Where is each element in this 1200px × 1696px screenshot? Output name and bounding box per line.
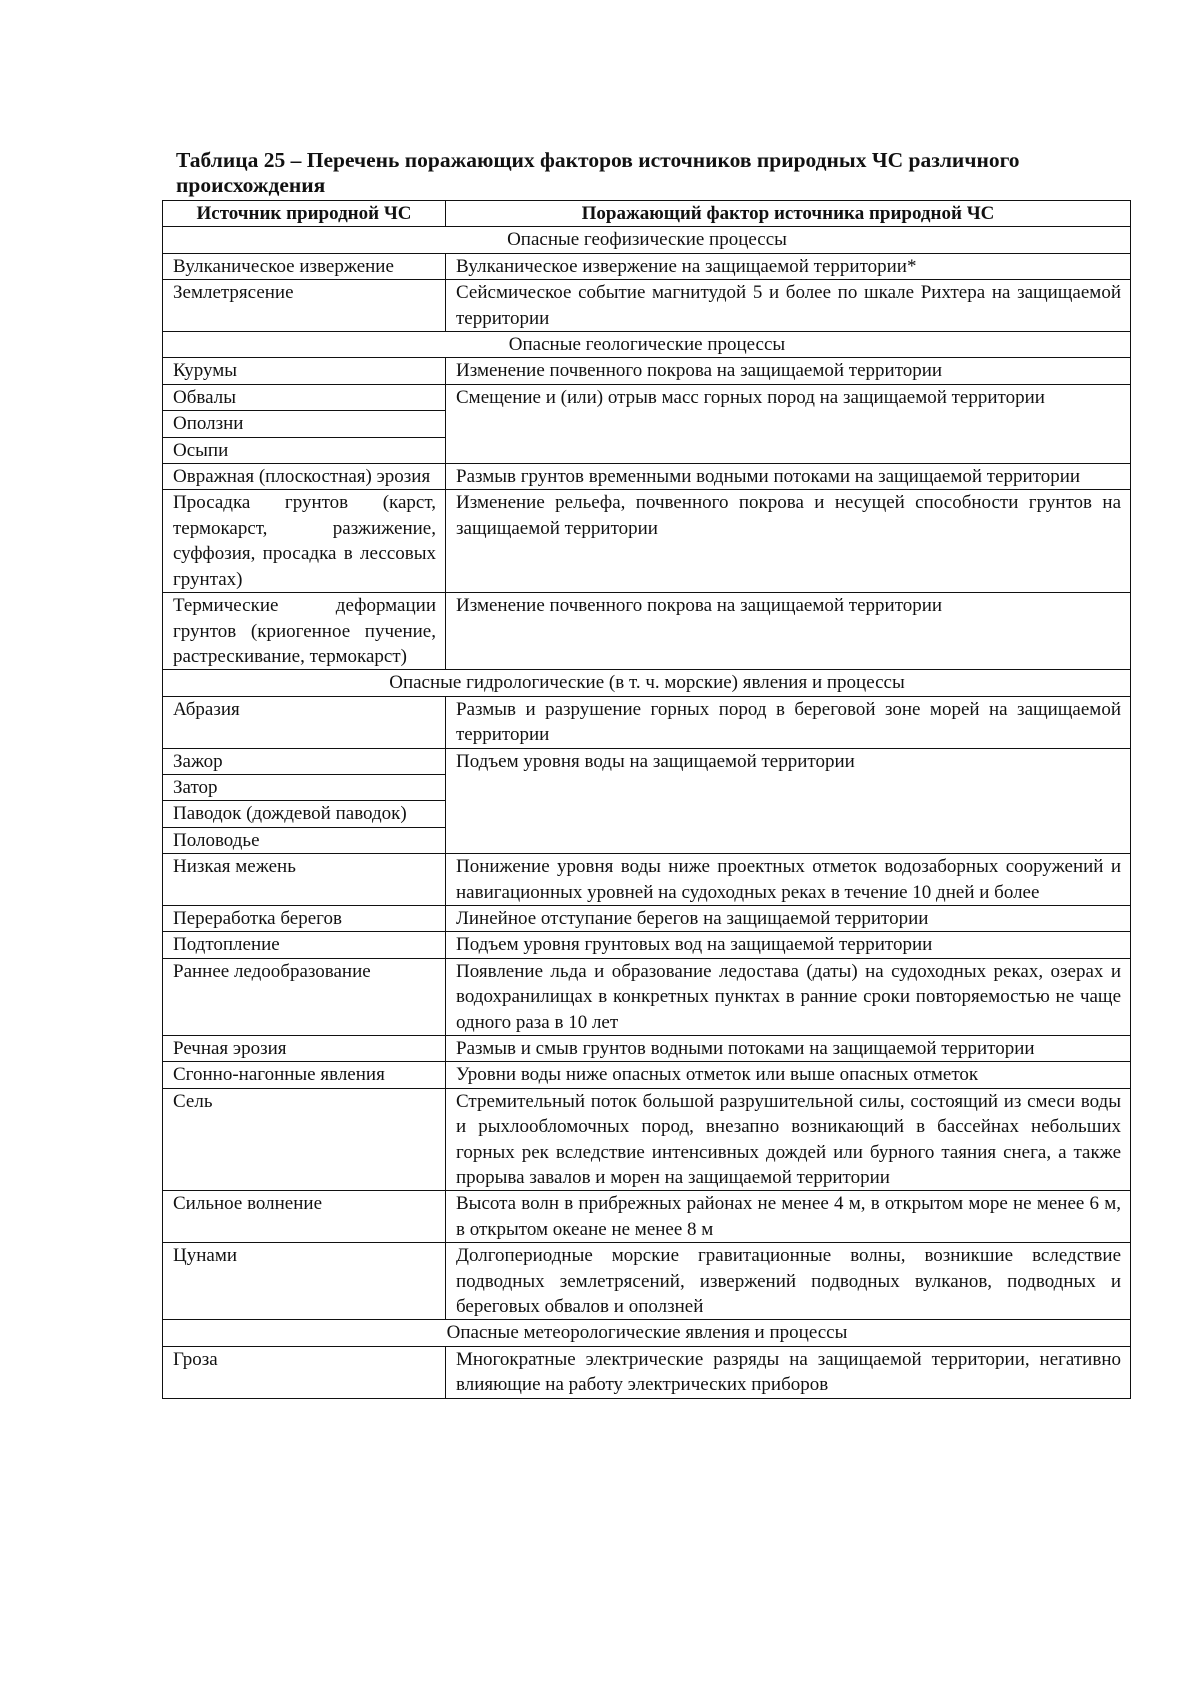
source-cell: Вулканическое извержение bbox=[163, 253, 446, 279]
source-cell: Сель bbox=[163, 1088, 446, 1191]
source-cell: Осыпи bbox=[163, 437, 446, 463]
source-cell: Гроза bbox=[163, 1346, 446, 1398]
source-cell: Низкая межень bbox=[163, 854, 446, 906]
factor-cell: Вулканическое извержение на защищаемой территории* bbox=[446, 253, 1131, 279]
table-row bbox=[163, 593, 1131, 670]
header-factor: Поражающий фактор источника природной ЧС bbox=[446, 201, 1131, 227]
table-row bbox=[163, 1036, 1131, 1062]
source-cell: Курумы bbox=[163, 358, 446, 384]
factor-cell: Смещение и (или) отрыв масс горных пород на защищаемой территории bbox=[446, 384, 1131, 463]
section-row bbox=[163, 1320, 1131, 1346]
section-row bbox=[163, 332, 1131, 358]
factor-cell: Размыв и разрушение горных пород в береговой зоне морей на защищаемой территории bbox=[446, 696, 1131, 748]
table-row bbox=[163, 748, 1131, 774]
source-cell: Обвалы bbox=[163, 384, 446, 410]
factor-cell: Уровни воды ниже опасных отметок или выше опасных отметок bbox=[446, 1062, 1131, 1088]
factor-cell: Размыв и смыв грунтов водными потоками на защищаемой территории bbox=[446, 1036, 1131, 1062]
source-cell: Просадка грунтов (карст, термокарст, разжижение, суффозия, просадка в лессовых грунтах) bbox=[163, 490, 446, 593]
hazard-factors-table bbox=[162, 200, 1131, 1399]
table-row bbox=[163, 358, 1131, 384]
factor-cell: Понижение уровня воды ниже проектных отметок водозаборных сооружений и навигационных уровней на судоходных реках в течение 10 дней и более bbox=[446, 854, 1131, 906]
factor-cell: Сейсмическое событие магнитудой 5 и более по шкале Рихтера на защищаемой территории bbox=[446, 280, 1131, 332]
factor-cell: Изменение почвенного покрова на защищаемой территории bbox=[446, 358, 1131, 384]
source-cell: Сильное волнение bbox=[163, 1191, 446, 1243]
factor-cell: Многократные электрические разряды на защищаемой территории, негативно влияющие на работу электрических приборов bbox=[446, 1346, 1131, 1398]
source-cell: Переработка берегов bbox=[163, 905, 446, 931]
source-cell: Сгонно-нагонные явления bbox=[163, 1062, 446, 1088]
table-row bbox=[163, 905, 1131, 931]
header-source: Источник природной ЧС bbox=[163, 201, 446, 227]
table-row bbox=[163, 280, 1131, 332]
table-row bbox=[163, 958, 1131, 1035]
table-body bbox=[163, 227, 1131, 1398]
table-row bbox=[163, 490, 1131, 593]
factor-cell: Высота волн в прибрежных районах не менее 4 м, в открытом море не менее 6 м, в открытом океане не менее 8 м bbox=[446, 1191, 1131, 1243]
source-cell: Затор bbox=[163, 774, 446, 800]
table-row bbox=[163, 696, 1131, 748]
table-row bbox=[163, 932, 1131, 958]
factor-cell: Стремительный поток большой разрушительной силы, состоящий из смеси воды и рыхлообломочных пород, внезапно возникающий в бассейнах небольших горных рек вследствие интенсивных дождей или бурного таяния снега, а также прорыва завалов и морен на защищаемой территории bbox=[446, 1088, 1131, 1191]
factor-cell: Подъем уровня грунтовых вод на защищаемой территории bbox=[446, 932, 1131, 958]
table-row bbox=[163, 1088, 1131, 1191]
table-row bbox=[163, 464, 1131, 490]
factor-cell: Изменение почвенного покрова на защищаемой территории bbox=[446, 593, 1131, 670]
source-cell: Раннее ледообразование bbox=[163, 958, 446, 1035]
table-row bbox=[163, 1062, 1131, 1088]
document-page bbox=[162, 148, 1130, 1399]
table-header-row bbox=[163, 201, 1131, 227]
factor-cell: Линейное отступание берегов на защищаемой территории bbox=[446, 905, 1131, 931]
section-heading: Опасные геофизические процессы bbox=[163, 227, 1131, 253]
source-cell: Цунами bbox=[163, 1243, 446, 1320]
section-row bbox=[163, 227, 1131, 253]
source-cell: Паводок (дождевой паводок) bbox=[163, 801, 446, 827]
table-row bbox=[163, 1243, 1131, 1320]
section-heading: Опасные гидрологические (в т. ч. морские) явления и процессы bbox=[163, 670, 1131, 696]
section-row bbox=[163, 670, 1131, 696]
factor-cell: Появление льда и образование ледостава (даты) на судоходных реках, озерах и водохранилищах в конкретных пунктах в ранние сроки повторяемостью не чаще одного раза в 10 лет bbox=[446, 958, 1131, 1035]
factor-cell: Размыв грунтов временными водными потоками на защищаемой территории bbox=[446, 464, 1131, 490]
source-cell: Термические деформации грунтов (криогенное пучение, растрескивание, термокарст) bbox=[163, 593, 446, 670]
table-row bbox=[163, 1346, 1131, 1398]
factor-cell: Подъем уровня воды на защищаемой территории bbox=[446, 748, 1131, 854]
factor-cell: Изменение рельефа, почвенного покрова и несущей способности грунтов на защищаемой территории bbox=[446, 490, 1131, 593]
table-row bbox=[163, 1191, 1131, 1243]
table-row bbox=[163, 384, 1131, 410]
section-heading: Опасные метеорологические явления и процессы bbox=[163, 1320, 1131, 1346]
source-cell: Абразия bbox=[163, 696, 446, 748]
section-heading: Опасные геологические процессы bbox=[163, 332, 1131, 358]
source-cell: Половодье bbox=[163, 827, 446, 853]
table-row bbox=[163, 253, 1131, 279]
source-cell: Подтопление bbox=[163, 932, 446, 958]
source-cell: Овражная (плоскостная) эрозия bbox=[163, 464, 446, 490]
factor-cell: Долгопериодные морские гравитационные волны, возникшие вследствие подводных землетрясений, извержений подводных вулканов, подводных и береговых обвалов и оползней bbox=[446, 1243, 1131, 1320]
source-cell: Зажор bbox=[163, 748, 446, 774]
source-cell: Оползни bbox=[163, 411, 446, 437]
source-cell: Землетрясение bbox=[163, 280, 446, 332]
table-title: Таблица 25 – Перечень поражающих факторов источников природных ЧС различного происхождения bbox=[176, 148, 1020, 197]
table-row bbox=[163, 854, 1131, 906]
source-cell: Речная эрозия bbox=[163, 1036, 446, 1062]
